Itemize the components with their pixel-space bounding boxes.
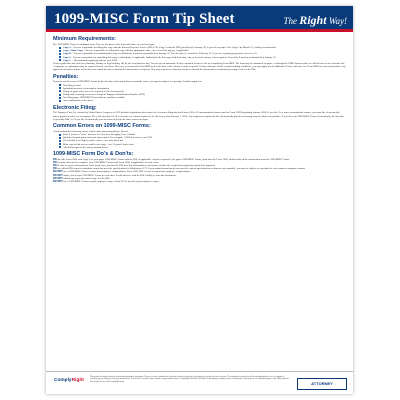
attorney-badge: ATTORNEY [297,378,347,390]
item-text: Any combination of the above [63,99,94,103]
page-title: 1099-MISC Form Tip Sheet [54,10,235,27]
item-label: Copy A [63,46,71,50]
bullet-list [53,84,346,103]
item-text: – You are responsible for furnishing this copy to individuals, if applicable. Individuals file this copy with their state, city or local tax returns, when required. Generally, it must be postmarked by January 31. [70,55,277,59]
section-intro: The 1099-MISC Form is a multipart form. Here are the parts of the form and where to send each part. [53,42,155,46]
do-dont-text: be sure to report each payment in the proper box, because the IRS uses this information to determine whether the recipient has properly reported the payment. [56,164,216,168]
item-text: Use ink that is too light to make entries – use only black ink [63,139,124,143]
header-stripe [46,29,353,32]
do-dont-text: use a 1099-MISC Form to report employee wages. Form W-2 is used to report employee wages. [62,179,160,183]
do-dont-text: use official IRS forms or substitute forms that meet the specifications in Publication 1179. If you submit forms that do not meet the current specifications or that are not scannable, you may be subject to a penalty for each return for improper format. [56,167,306,171]
item-text: Enter 0 (zero) or "none" in boxes. If a box does not apply, leave it blank [63,133,135,137]
item-text: Add dollar signs to the money amount boxes [63,145,108,149]
do-dont-keyword: DO [53,157,57,161]
brand-main: Right [299,13,327,27]
item-text: Omit the decimal point and cents from entries. For example, 1230.00 is correct, not 1230 [63,136,153,140]
bullet-list [53,46,346,62]
brand-prefix: The [283,16,297,26]
do-dont-text: staple, tear or tape 1099-MISC Forms to each other. It will interfere with the IRS's ability to scan the documents. [62,173,177,177]
section-heading: Common Errors on 1099-MISC Forms: [53,123,151,130]
bullet-list [53,133,346,149]
do-dont-text: submit any copy other than Copy A to the IRS. [62,176,111,180]
do-dont-keyword: DO NOT [53,170,63,174]
do-dont-keyword: DO NOT [53,179,63,183]
footer-disclaimer: This product is designed to provide accurate and authoritative information. However, it is not a substitute for legal advice and does not provide legal opinions on any specific facts or services. The information is provided with the understanding that we are not engaged in rendering legal, accounting or other professional advice. If such advice is required, please consult a competent professional. ComplyRight shall not be held liable for any damage resulting from use of this product. Form images are for illustrative purposes only. This product has been designed for use with ComplyRight forms. [90,376,289,383]
do-dont-text: also file Form 1096 with Copy A of your paper 1099-MISC Forms with the IRS, if applicable. Anyone required to file paper 1099-MISC Forms, must also file Form 1096, which totals all the information from the 1099-MISC Forms. [56,157,290,161]
brand-suffix: Way! [328,16,347,26]
content-body [46,32,353,183]
do-dont-keyword: DO [53,160,57,164]
item-text: – You are responsible for filing this copy with the Internal Revenue Service (IRS). File Copy A with the IRS generally by February 28, if you file on paper. File Copy A by March 31, if filing electronically. [71,46,277,50]
item-label: Copy 2 [63,55,71,59]
item-text: Make entries that are too small or too large – use 12 point Courier font [63,142,134,146]
section-heading: Minimum Requirements: [53,36,116,43]
do-dont-text: keep the data used to complete your 1099-MISC Forms (and Form 1096, if applicable) for four years. [56,160,160,164]
tip-sheet-page [46,6,353,394]
do-dont-keyword: DO NOT [53,176,63,180]
section-heading: 1099-MISC Form Do's & Don'ts: [53,151,134,158]
logo-main: Comply [54,378,72,383]
section-outro: If any regular due date falls on a Saturday, Sunday or legal holiday, file by the next business day. You can get an automatic 30 day extension of time to file by completing Form 8809. The form may be submitted on paper, or through the FIRE System either as a fill-in form or an electronic file. A signature or explanation may be required for the extension. However, you must file Form 8809 by the due date of the returns in order to get the 30 day extension. Under certain hardship conditions, you may apply for an additional 30 day extension. See Form 8809 for more information. Any approved extension of time to file does not extend the time to furnish the statements to recipients. You may request an extension of time to furnish the statements to recipients by faxing a letter to the IRS. [53,61,346,72]
item-label: Copy C [63,58,72,62]
section-intro: Avoid making the following errors, which cause processing delays. Do not: [53,129,129,133]
item-label: Copy B [63,52,71,56]
item-text: Including incorrect or incomplete information [63,86,109,90]
item-text: Not filing on time [63,83,81,87]
list-item [59,99,346,102]
do-dont-row [53,180,346,183]
section-heading: Electronic Filing: [53,104,97,111]
do-dont-text: use a 1099-MISC Form to report non-employee compensation. Form 1099-NEC is used to report non-employee compensation. [62,170,191,174]
item-text: – You are responsible for furnishing this copy to individuals, it must be postmarked by January 31. The due date is extended to February 15, if you are reporting payments in box 8 or 10. [71,52,258,56]
section-heading: Penalties: [53,73,79,80]
item-text: – You are responsible for filing this copy with the appropriate state, city or local tax agency, if applicable. [82,49,190,53]
item-label: Copy 1 State Copy [63,49,83,53]
list-item [59,59,346,62]
item-text: Filing with a missing or incorrect recipient Taxpayer Identification Number (TIN) [63,93,145,96]
footer [46,371,353,394]
brand-tagline [283,13,347,28]
section-intro: The Taxpayer First Act, enacted by United States Congress in 2019 included regulations that reduce the electronic filing threshold from 250 to 10 informational returns (such as Form 1099) beginning January 2024. If you file 10 or more informational returns, you must file electronically unless granted a waiver or exemption. The e-file threshold of 10 is effective for returns required to be filed on or after January 1, 2024. Any employers required to file electronically that do not comply may be subject to penalties. If you file your 1099-MISC Forms electronically, the due date is generally Mar. 31. If you file electronically you do not need to file the same returns on paper. [53,111,344,121]
item-text: Filing on paper when you were required to file electronically [63,89,124,93]
item-text: Not filing paper 1099-MISC Forms that are machine readable [63,96,125,100]
complyright-logo [54,378,84,383]
item-text: – Discontinued beginning with tax year 2024. [71,58,118,62]
logo-accent: Right [71,378,84,383]
header-banner [46,6,353,32]
do-dont-keyword: DO NOT [53,173,63,177]
do-dont-keyword: DO [53,167,57,171]
list-item [59,146,346,149]
section-intro: If you do not file correct 1099-MISC Forms by the due date, and cannot show reasonable cause, you may be subject to a penalty. Penalties apply for: [53,80,202,84]
do-dont-keyword: DO [53,164,57,168]
